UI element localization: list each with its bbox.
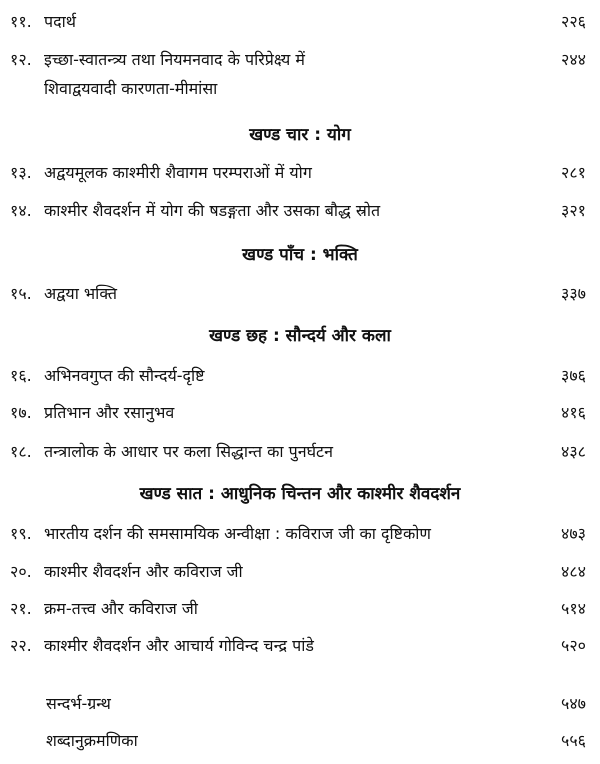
entry-number: १५. <box>10 284 32 303</box>
entry-page: ५५६ <box>561 731 586 750</box>
entry-page: ३३७ <box>561 284 586 303</box>
entry-page: २४४ <box>561 50 586 69</box>
toc-entry <box>0 396 600 430</box>
section-heading-text: खण्ड पाँच : भक्ति <box>242 245 358 265</box>
entry-number: १२. <box>10 50 32 69</box>
entry-number: २१. <box>10 599 32 618</box>
entry-title: शब्दानुक्रमणिका <box>46 731 138 750</box>
entry-title: प्रतिभान और रसानुभव <box>44 403 175 422</box>
entry-title: अभिनवगुप्त की सौन्दर्य-दृष्टि <box>44 366 205 385</box>
entry-page: २८१ <box>561 163 586 182</box>
toc-entry <box>0 517 600 551</box>
toc-entry <box>0 5 600 39</box>
entry-page: ३७६ <box>561 366 586 385</box>
section-heading-text: खण्ड चार : योग <box>249 125 351 145</box>
entry-page: २२६ <box>561 12 586 31</box>
entry-page: ५२० <box>561 636 586 655</box>
toc-entry <box>0 435 600 469</box>
toc-entry <box>0 629 600 663</box>
entry-page: ५४७ <box>561 694 586 713</box>
entry-title: अद्वया भक्ति <box>44 284 118 303</box>
section-heading <box>0 477 600 511</box>
toc-entry-backmatter <box>0 724 600 758</box>
entry-title: तन्त्रालोक के आधार पर कला सिद्धान्त का पुनर्घटन <box>44 442 333 461</box>
entry-title: भारतीय दर्शन की समसामयिक अन्वीक्षा : कविराज जी का दृष्टिकोण <box>44 524 431 543</box>
entry-title: अद्वयमूलक काश्मीरी शैवागम परम्पराओं में योग <box>44 163 312 182</box>
section-heading-text: खण्ड छह : सौन्दर्य और कला <box>209 326 391 346</box>
entry-number: २०. <box>10 562 32 581</box>
toc-entry <box>0 555 600 589</box>
toc-entry <box>0 277 600 311</box>
toc-entry <box>0 194 600 228</box>
section-heading <box>0 238 600 272</box>
entry-title: क्रम-तत्त्व और कविराज जी <box>44 599 198 618</box>
entry-title: काश्मीर शैवदर्शन और कविराज जी <box>44 562 243 581</box>
entry-title: पदार्थ <box>44 12 76 31</box>
entry-title: काश्मीर शैवदर्शन में योग की षडङ्गता और उसका बौद्ध स्रोत <box>44 201 381 220</box>
section-heading <box>0 118 600 152</box>
entry-number: १९. <box>10 524 32 543</box>
entry-title-continuation: शिवाद्वयवादी कारणता-मीमांसा <box>44 79 218 98</box>
entry-number: ११. <box>10 12 32 31</box>
entry-page: ३२१ <box>561 201 586 220</box>
entry-number: १६. <box>10 366 32 385</box>
entry-page: ४८४ <box>561 562 586 581</box>
entry-page: ४१६ <box>561 403 586 422</box>
entry-title: काश्मीर शैवदर्शन और आचार्य गोविन्द चन्द्र पांडे <box>44 636 314 655</box>
toc-entry <box>0 359 600 393</box>
entry-number: १७. <box>10 403 32 422</box>
entry-number: २२. <box>10 636 32 655</box>
entry-number: १४. <box>10 201 32 220</box>
entry-page: ४७३ <box>561 524 586 543</box>
entry-title: सन्दर्भ-ग्रन्थ <box>46 694 111 713</box>
entry-title: इच्छा-स्वातन्त्र्य तथा नियमनवाद के परिप्रेक्ष्य में <box>44 50 305 69</box>
toc-entry <box>0 592 600 626</box>
toc-entry-backmatter <box>0 687 600 721</box>
entry-page: ५१४ <box>561 599 586 618</box>
entry-number: १३. <box>10 163 32 182</box>
entry-page: ४३८ <box>561 442 586 461</box>
section-heading-text: खण्ड सात : आधुनिक चिन्तन और काश्मीर शैवदर्शन <box>139 484 461 504</box>
entry-number: १८. <box>10 442 32 461</box>
toc-entry <box>0 156 600 190</box>
section-heading <box>0 319 600 353</box>
